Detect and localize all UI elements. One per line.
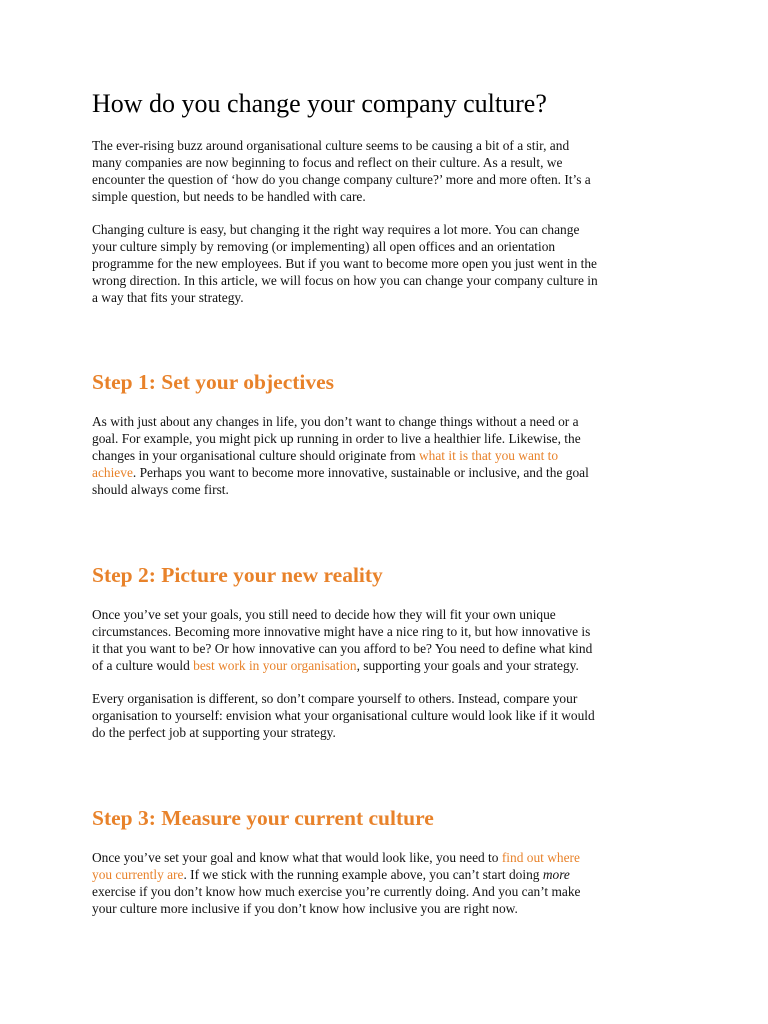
step-1-paragraph — [92, 413, 692, 498]
text-line: encounter the question of ‘how do you change company culture?’ more and more often. It’s a — [92, 172, 591, 187]
objectives-link-continued[interactable]: achieve — [92, 465, 133, 480]
text-line: Changing culture is easy, but changing it the right way requires a lot more. You can change — [92, 222, 580, 237]
text-line — [92, 464, 692, 481]
emphasis-text: more — [542, 867, 570, 882]
text-line: The ever-rising buzz around organisational culture seems to be causing a bit of a stir, and — [92, 138, 570, 153]
text-segment: changes in your organisational culture should originate from — [92, 448, 419, 463]
step-1-heading: Step 1: Set your objectives — [92, 370, 335, 394]
text-line: a way that fits your strategy. — [92, 290, 244, 305]
step-2-paragraph-1 — [92, 606, 692, 674]
text-line — [92, 447, 692, 464]
objectives-link[interactable]: what it is that you want to — [419, 448, 559, 463]
text-segment: . If we stick with the running example above, you can’t start doing — [183, 867, 543, 882]
text-line: programme for the new employees. But if you want to become more open you just went in the — [92, 256, 597, 271]
text-line: many companies are now beginning to focus and reflect on their culture. As a result, we — [92, 155, 563, 170]
step-2-heading: Step 2: Picture your new reality — [92, 563, 383, 587]
step-3-paragraph — [92, 849, 692, 917]
text-line — [92, 849, 692, 866]
text-line: goal. For example, you might pick up running in order to live a healthier life. Likewise, the — [92, 431, 581, 446]
text-line — [92, 657, 692, 674]
intro-paragraph-1 — [92, 137, 692, 205]
text-line — [92, 866, 692, 883]
text-segment: of a culture would — [92, 658, 194, 673]
step-3-heading: Step 3: Measure your current culture — [92, 806, 434, 830]
text-line: it that you want to be? Or how innovative can you afford to be? You need to define what kind — [92, 641, 593, 656]
text-segment: . Perhaps you want to become more innovative, sustainable or inclusive, and the goal — [132, 465, 589, 480]
text-line: simple question, but needs to be handled with care. — [92, 189, 366, 204]
text-line: your culture more inclusive if you don’t know how inclusive you are right now. — [92, 901, 518, 916]
text-line: As with just about any changes in life, you don’t want to change things without a need or a — [92, 414, 579, 429]
find-out-link[interactable]: find out where — [501, 850, 580, 865]
text-segment: , supporting your goals and your strategy. — [356, 658, 579, 673]
text-line: do the perfect job at supporting your strategy. — [92, 725, 336, 740]
find-out-link-continued[interactable]: you currently are — [92, 867, 184, 882]
text-segment: Once you’ve set your goal and know what that would look like, you need to — [92, 850, 502, 865]
text-line: should always come first. — [92, 482, 229, 497]
step-2-paragraph-2 — [92, 690, 692, 741]
text-line: Once you’ve set your goals, you still need to decide how they will fit your own unique — [92, 607, 556, 622]
text-line: exercise if you don’t know how much exercise you’re currently doing. And you can’t make — [92, 884, 581, 899]
page-title: How do you change your company culture? — [92, 89, 547, 118]
text-line: your culture simply by removing (or implementing) all open offices and an orientation — [92, 239, 556, 254]
text-line: organisation to yourself: envision what your organisational culture would look like if it would — [92, 708, 595, 723]
text-line: Every organisation is different, so don’t compare yourself to others. Instead, compare your — [92, 691, 578, 706]
text-line: circumstances. Becoming more innovative might have a nice ring to it, but how innovative is — [92, 624, 591, 639]
text-line: wrong direction. In this article, we will focus on how you can change your company culture in — [92, 273, 598, 288]
intro-paragraph-2 — [92, 221, 692, 306]
best-work-link[interactable]: best work in your organisation — [193, 658, 357, 673]
